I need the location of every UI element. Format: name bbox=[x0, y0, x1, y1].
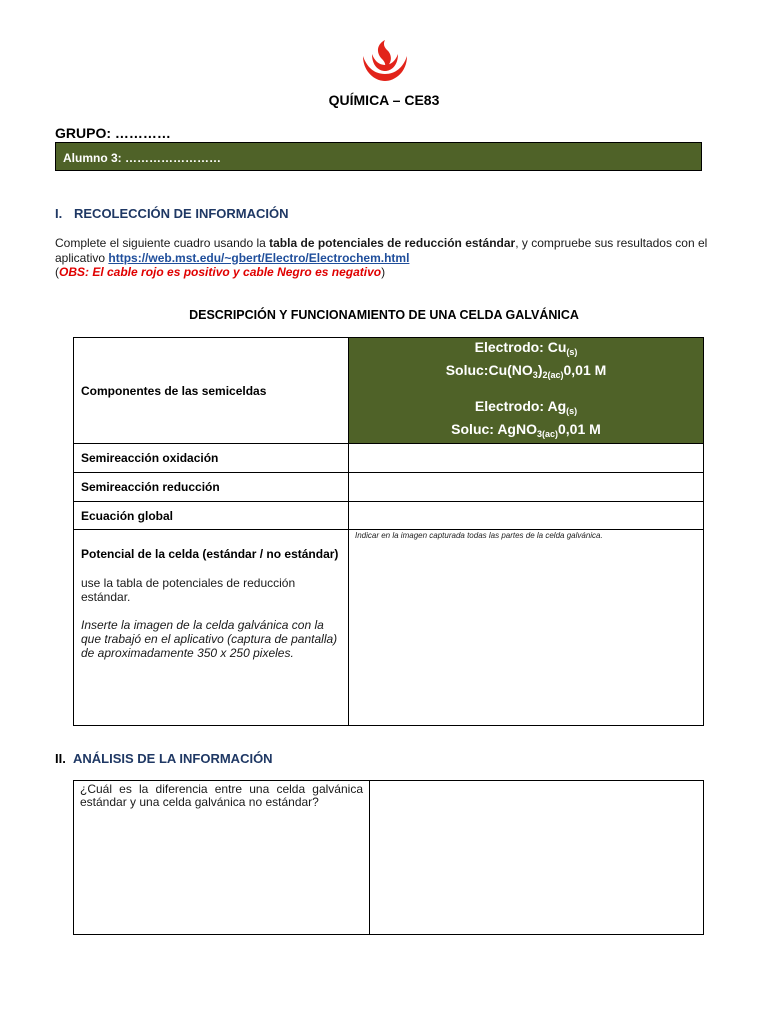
ag-electrode: Electrodo: $Ag_{(s)}$ bbox=[474, 398, 578, 416]
oxidacion-answer-cell[interactable] bbox=[349, 444, 704, 473]
image-cell[interactable] bbox=[349, 530, 704, 726]
answer-cell[interactable] bbox=[370, 781, 704, 935]
image-note: Indicar en la imagen capturada todas las partes de la celda galvánica. bbox=[355, 531, 603, 540]
reduccion-label: Semireacción reducción bbox=[81, 480, 220, 494]
oxidacion-cell bbox=[74, 444, 349, 473]
intro-bold-text: tabla de potenciales de reducción estándar bbox=[269, 236, 516, 250]
intro-text-2: , y compruebe sus resultados con el aplicativo bbox=[55, 236, 708, 265]
grupo-label: GRUPO: ………… bbox=[55, 125, 171, 141]
imagen-hint: Inserte la imagen de la celda galvánica con la que trabajó en el aplicativo (captura de pantalla) de aproximadamente 350 x 250 pixeles. bbox=[81, 618, 338, 660]
cu-solution: $Soluc:Cu(NO_3)_{2(ac)}0,01$ M bbox=[445, 362, 607, 380]
global-cell bbox=[74, 502, 349, 530]
potencial-label: Potencial de la celda (estándar / no estándar) bbox=[81, 547, 339, 561]
global-answer-cell[interactable] bbox=[349, 502, 704, 530]
obs-close: ) bbox=[381, 265, 386, 279]
section-title: RECOLECCIÓN DE INFORMACIÓN bbox=[74, 206, 289, 221]
ag-solution: Soluc: AgNO$_{3(ac)}$0,01 M bbox=[451, 421, 601, 439]
reduccion-cell bbox=[74, 473, 349, 502]
page-title: QUÍMICA – CE83 bbox=[328, 92, 440, 108]
oxidacion-label: Semireacción oxidación bbox=[81, 451, 219, 465]
upc-logo bbox=[361, 38, 409, 82]
instructions-paragraph bbox=[55, 236, 715, 280]
electrochem-link[interactable]: https://web.mst.edu/~gbert/Electro/Electrochem.html bbox=[108, 250, 410, 265]
celda-galvanica-table bbox=[73, 337, 704, 726]
section-number-2: II. bbox=[55, 751, 66, 766]
alumno-bar bbox=[55, 142, 702, 171]
componentes-cell bbox=[74, 338, 349, 444]
table-title: DESCRIPCIÓN Y FUNCIONAMIENTO DE UNA CELDA GALVÁNICA bbox=[189, 308, 579, 322]
section-title-2: ANÁLISIS DE LA INFORMACIÓN bbox=[73, 751, 273, 766]
section-heading-2 bbox=[55, 751, 273, 766]
obs-open: ( bbox=[55, 265, 59, 279]
obs-note: OBS: El cable rojo es positivo y cable Negro es negativo bbox=[59, 265, 382, 279]
question-1: ¿Cuál es la diferencia entre una celda galvánica estándar y una celda galvánica no estándar? bbox=[80, 782, 363, 809]
analisis-table bbox=[73, 780, 704, 935]
intro-text: Complete el siguiente cuadro usando la bbox=[55, 236, 270, 250]
reduccion-answer-cell[interactable] bbox=[349, 473, 704, 502]
alumno-label: Alumno 3: …………………… bbox=[63, 151, 221, 165]
global-label: Ecuación global bbox=[81, 509, 174, 523]
potencial-cell bbox=[74, 530, 349, 726]
cu-electrode: Electrodo: $Cu_{(s)}$ bbox=[474, 339, 578, 357]
section-heading-1 bbox=[55, 206, 289, 221]
potencial-hint: use la tabla de potenciales de reducción estándar. bbox=[81, 576, 296, 604]
componentes-value-cell bbox=[349, 338, 704, 444]
componentes-label: Componentes de las semiceldas bbox=[81, 383, 267, 398]
section-number: I. bbox=[55, 206, 63, 221]
question-cell bbox=[74, 781, 370, 935]
